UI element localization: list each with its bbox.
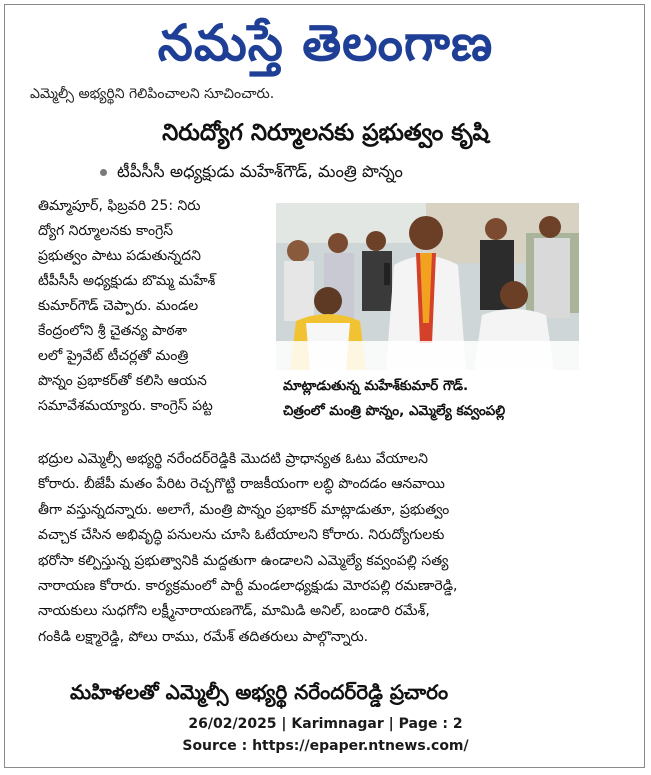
article-subhead: టీపీసీసీ అధ్యక్షుడు మహేశ్‌గౌడ్, మంత్రి పొన్నం (100, 160, 620, 184)
caption-line: చిత్రంలో మంత్రి పొన్నం, ఎమ్మెల్యే కవ్వంపల్లి (283, 403, 506, 419)
cut-off-next-article-headline: మహిళలతో ఎమ్మెల్సీ అభ్యర్థి నరేందర్‌రెడ్డి ప్రచారం (70, 680, 449, 704)
photo-caption (283, 374, 579, 424)
page-footer (0, 713, 651, 757)
body-line: పొన్నం ప్రభాకర్‌తో కలిసి ఆయన (38, 373, 207, 389)
body-line: కోరారు. బీజేపీ మతం పేరిట రెచ్చగొట్టి రాజకీయంగా లబ్ధి పొందడం ఆనవాయి (38, 476, 445, 493)
cut-off-previous-article-line: ఎమ్మెల్సీ అభ్యర్థిని గెలిపించాలని సూచించారు. (30, 86, 275, 102)
body-line: నాయకులు సుధగోని లక్ష్మీనారాయణగౌడ్, మామిడి అనిల్, బండారి రమేశ్, (38, 603, 430, 620)
body-line: టీపీసీసీ అధ్యక్షుడు బొమ్మ మహేశ్ (38, 273, 216, 289)
footer-date-edition: 26/02/2025 | Karimnagar | Page : 2 (188, 716, 463, 732)
caption-line: మాట్లాడుతున్న మహేశ్‌కుమార్ గౌడ్. (283, 378, 469, 394)
body-line: తీగా వస్తున్నదన్నారు. అలాగే, మంత్రి పొన్నం ప్రభాకర్ మాట్లాడుతూ, ప్రభుత్వం (38, 501, 450, 518)
body-line: లలో ప్రైవేట్ టీచర్లతో మంత్రి (38, 348, 189, 364)
body-line: భరోసా కల్పిస్తున్న ప్రభుత్వానికి మద్దతుగా ఉండాలని ఎమ్మెల్యే కవ్వంపల్లి సత్య (38, 552, 449, 569)
bullet-icon (100, 169, 107, 176)
article-body-column (38, 194, 268, 419)
body-line: వచ్చాక చేసిన అభివృద్ధి పనులను చూసి ఓటేయాలని కోరారు. నిరుద్యోగులకు (38, 527, 445, 544)
body-line: నారాయణ కోరారు. కార్యక్రమంలో పార్టీ మండలాధ్యక్షుడు మోరపల్లి రమణారెడ్డి, (38, 577, 458, 594)
article-body-wide (38, 447, 628, 650)
footer-source: Source : https://epaper.ntnews.com/ (182, 738, 469, 754)
body-line: ప్రభుత్వం పాటు పడుతున్నదని (38, 248, 201, 264)
body-line: కుమార్‌గౌడ్ చెప్పారు. మండల (38, 298, 199, 314)
newspaper-masthead: నమస్తే తెలంగాణ (157, 14, 494, 72)
photo-illustration (276, 203, 579, 370)
body-line: సమావేశమయ్యారు. కాంగ్రెస్ పట్ట (38, 398, 213, 414)
body-line: ద్యోగ నిర్మూలనకు కాంగ్రెస్ (38, 223, 174, 239)
body-line: భద్రుల ఎమ్మెల్సీ అభ్యర్థి నరేందర్‌రెడ్డికి మొదటి ప్రాధాన్యత ఓటు వేయాలని (38, 451, 428, 467)
article-headline: నిరుద్యోగ నిర్మూలనకు ప్రభుత్వం కృషి (162, 120, 489, 146)
article-photo (276, 203, 579, 370)
body-line: గంకిడి లక్ష్మారెడ్డి, పోలు రాము, రమేశ్ తదితరులు పాల్గొన్నారు. (38, 628, 369, 645)
body-line: కేంద్రంలోని శ్రీ చైతన్య పాఠశా (38, 323, 188, 339)
body-line: తిమ్మాపూర్, ఫిబ్రవరి 25: నిరు (38, 198, 201, 214)
